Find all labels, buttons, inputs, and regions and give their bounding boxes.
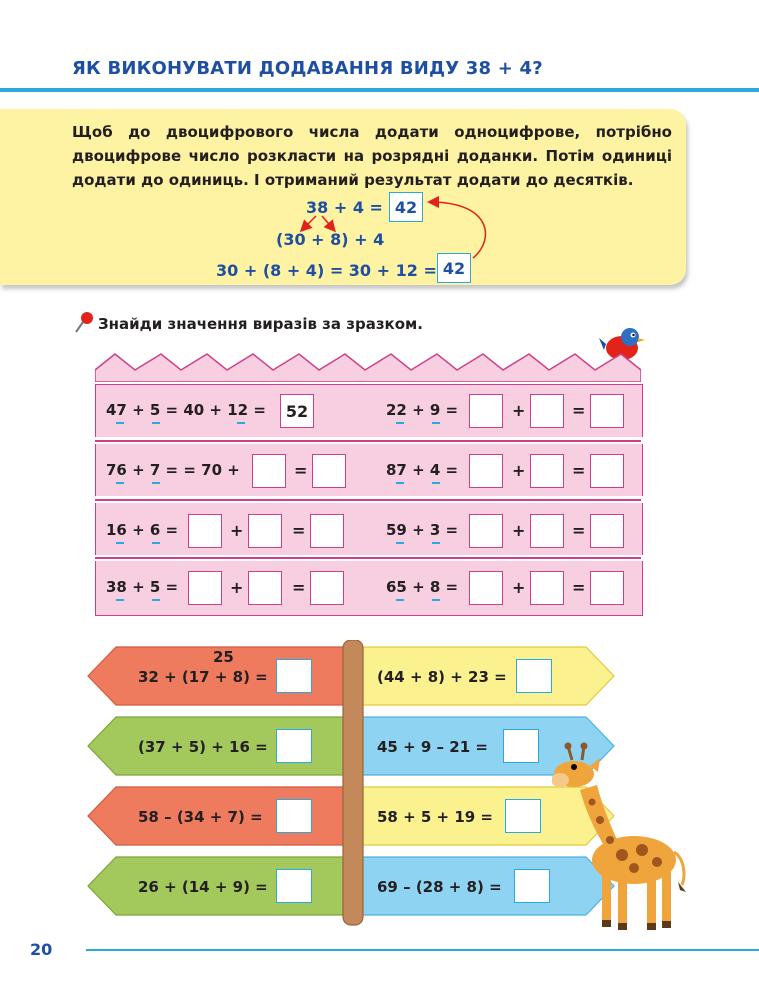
signpost-answer-right-2[interactable] xyxy=(503,729,539,763)
page-number: 20 xyxy=(30,940,53,959)
signpost-answer-right-4[interactable] xyxy=(514,869,550,903)
fence-expr-left-4: 38 + 5 = xyxy=(106,578,179,596)
equals-sign: = xyxy=(294,461,308,480)
digit-underline xyxy=(116,599,124,601)
rule-text: Щоб до двоцифрового числа додати одноцифрове, потрібно двоцифрове число розкласти на розрядні доданки. Потім одиниці додати до одиниць. І отриманий результат додати до десятків. xyxy=(72,123,672,189)
task-label: Знайди значення виразів за зразком. xyxy=(98,315,423,333)
fence-cell-r1-b[interactable] xyxy=(530,394,564,428)
fence-cell-r4-a[interactable] xyxy=(469,571,503,605)
fence-expr-left-1: 47 + 5 = 40 + 12 = xyxy=(106,401,266,419)
signpost-answer-left-2[interactable] xyxy=(276,729,312,763)
fence-row-4 xyxy=(95,561,643,616)
fence-expr-right-3: 59 + 3 = xyxy=(386,521,459,539)
signpost-left-2: (37 + 5) + 16 = xyxy=(138,738,268,756)
signpost-answer-left-1[interactable] xyxy=(276,659,312,693)
title-underline xyxy=(0,88,759,92)
fence-cell-r4-b[interactable] xyxy=(530,571,564,605)
fence-cell-l2-a[interactable] xyxy=(252,454,286,488)
fence-expr-left-2: 76 + 7 = = 70 + xyxy=(106,461,240,479)
fence-cell-l4-b[interactable] xyxy=(248,571,282,605)
signpost-answer-right-1[interactable] xyxy=(516,659,552,693)
fence-cell-l3-a[interactable] xyxy=(188,514,222,548)
fence-cell-r1-a[interactable] xyxy=(469,394,503,428)
plus-sign: + xyxy=(512,578,526,597)
fence-row-3 xyxy=(95,503,643,555)
fence-divider xyxy=(95,499,641,501)
digit-underline xyxy=(396,422,404,424)
fence-cell-r3-a[interactable] xyxy=(469,514,503,548)
signpost-left-3: 58 – (34 + 7) = xyxy=(138,808,263,826)
digit-underline xyxy=(432,599,440,601)
digit-underline xyxy=(432,422,440,424)
digit-underline xyxy=(116,422,124,424)
digit-underline xyxy=(432,542,440,544)
signpost-right-2: 45 + 9 – 21 = xyxy=(377,738,488,756)
fence-cell-l3-c[interactable] xyxy=(310,514,344,548)
equals-sign: = xyxy=(572,578,586,597)
signpost-answer-left-3[interactable] xyxy=(276,799,312,833)
equals-sign: = xyxy=(572,521,586,540)
equals-sign: = xyxy=(292,521,306,540)
digit-underline xyxy=(116,482,124,484)
fence-row-2 xyxy=(95,444,643,496)
digit-underline xyxy=(152,482,160,484)
signpost-answer-left-4[interactable] xyxy=(276,869,312,903)
fence-cell-r3-c[interactable] xyxy=(590,514,624,548)
example-line-1: 38 + 4 = xyxy=(306,198,383,217)
fence-top xyxy=(95,352,641,382)
signpost-answer-right-3[interactable] xyxy=(505,799,541,833)
digit-underline xyxy=(396,482,404,484)
plus-sign: + xyxy=(230,521,244,540)
giraffe-icon xyxy=(552,740,692,935)
fence-row-1 xyxy=(95,384,643,437)
fence-divider xyxy=(95,557,641,559)
fence-cell-r2-c[interactable] xyxy=(590,454,624,488)
fence-cell-r2-b[interactable] xyxy=(530,454,564,488)
digit-underline xyxy=(152,542,160,544)
digit-underline xyxy=(396,599,404,601)
plus-sign: + xyxy=(230,578,244,597)
equals-sign: = xyxy=(292,578,306,597)
equals-sign: = xyxy=(572,401,586,420)
fence-cell-r3-b[interactable] xyxy=(530,514,564,548)
fence-expr-right-1: 22 + 9 = xyxy=(386,401,459,419)
example-answer-1: 42 xyxy=(389,192,423,222)
digit-underline xyxy=(152,599,160,601)
fence-cell-r2-a[interactable] xyxy=(469,454,503,488)
digit-underline xyxy=(396,542,404,544)
signpost-right-4: 69 – (28 + 8) = xyxy=(377,878,502,896)
example-answer-2: 42 xyxy=(437,253,471,283)
fence-divider xyxy=(95,440,641,442)
example-arrows xyxy=(270,190,500,270)
plus-sign: + xyxy=(512,521,526,540)
signpost-left-4: 26 + (14 + 9) = xyxy=(138,878,268,896)
fence-cell-r4-c[interactable] xyxy=(590,571,624,605)
example-line-2: (30 + 8) + 4 xyxy=(276,230,385,249)
signpost-hint: 25 xyxy=(213,648,234,666)
plus-sign: + xyxy=(512,461,526,480)
fence-answer-left-1: 52 xyxy=(280,394,314,428)
signpost-right-3: 58 + 5 + 19 = xyxy=(377,808,494,826)
pushpin-icon xyxy=(74,310,96,334)
equals-sign: = xyxy=(572,461,586,480)
digit-underline xyxy=(116,542,124,544)
signpost-left-1: 32 + (17 + 8) = xyxy=(138,668,268,686)
plus-sign: + xyxy=(512,401,526,420)
fence-cell-l3-b[interactable] xyxy=(248,514,282,548)
fence-expr-right-2: 87 + 4 = xyxy=(386,461,459,479)
fence-expr-left-3: 16 + 6 = xyxy=(106,521,179,539)
fence-cell-l4-a[interactable] xyxy=(188,571,222,605)
fence-expr-right-4: 65 + 8 = xyxy=(386,578,459,596)
page-title: ЯК ВИКОНУВАТИ ДОДАВАННЯ ВИДУ 38 + 4? xyxy=(72,58,543,79)
digit-underline xyxy=(152,422,160,424)
fence-cell-l4-c[interactable] xyxy=(310,571,344,605)
signpost-right-1: (44 + 8) + 23 = xyxy=(377,668,507,686)
digit-underline xyxy=(237,422,245,424)
digit-underline xyxy=(432,482,440,484)
fence-cell-l2-b[interactable] xyxy=(312,454,346,488)
example-line-3: 30 + (8 + 4) = 30 + 12 = xyxy=(216,261,437,280)
footer-line xyxy=(86,949,759,951)
fence-cell-r1-c[interactable] xyxy=(590,394,624,428)
